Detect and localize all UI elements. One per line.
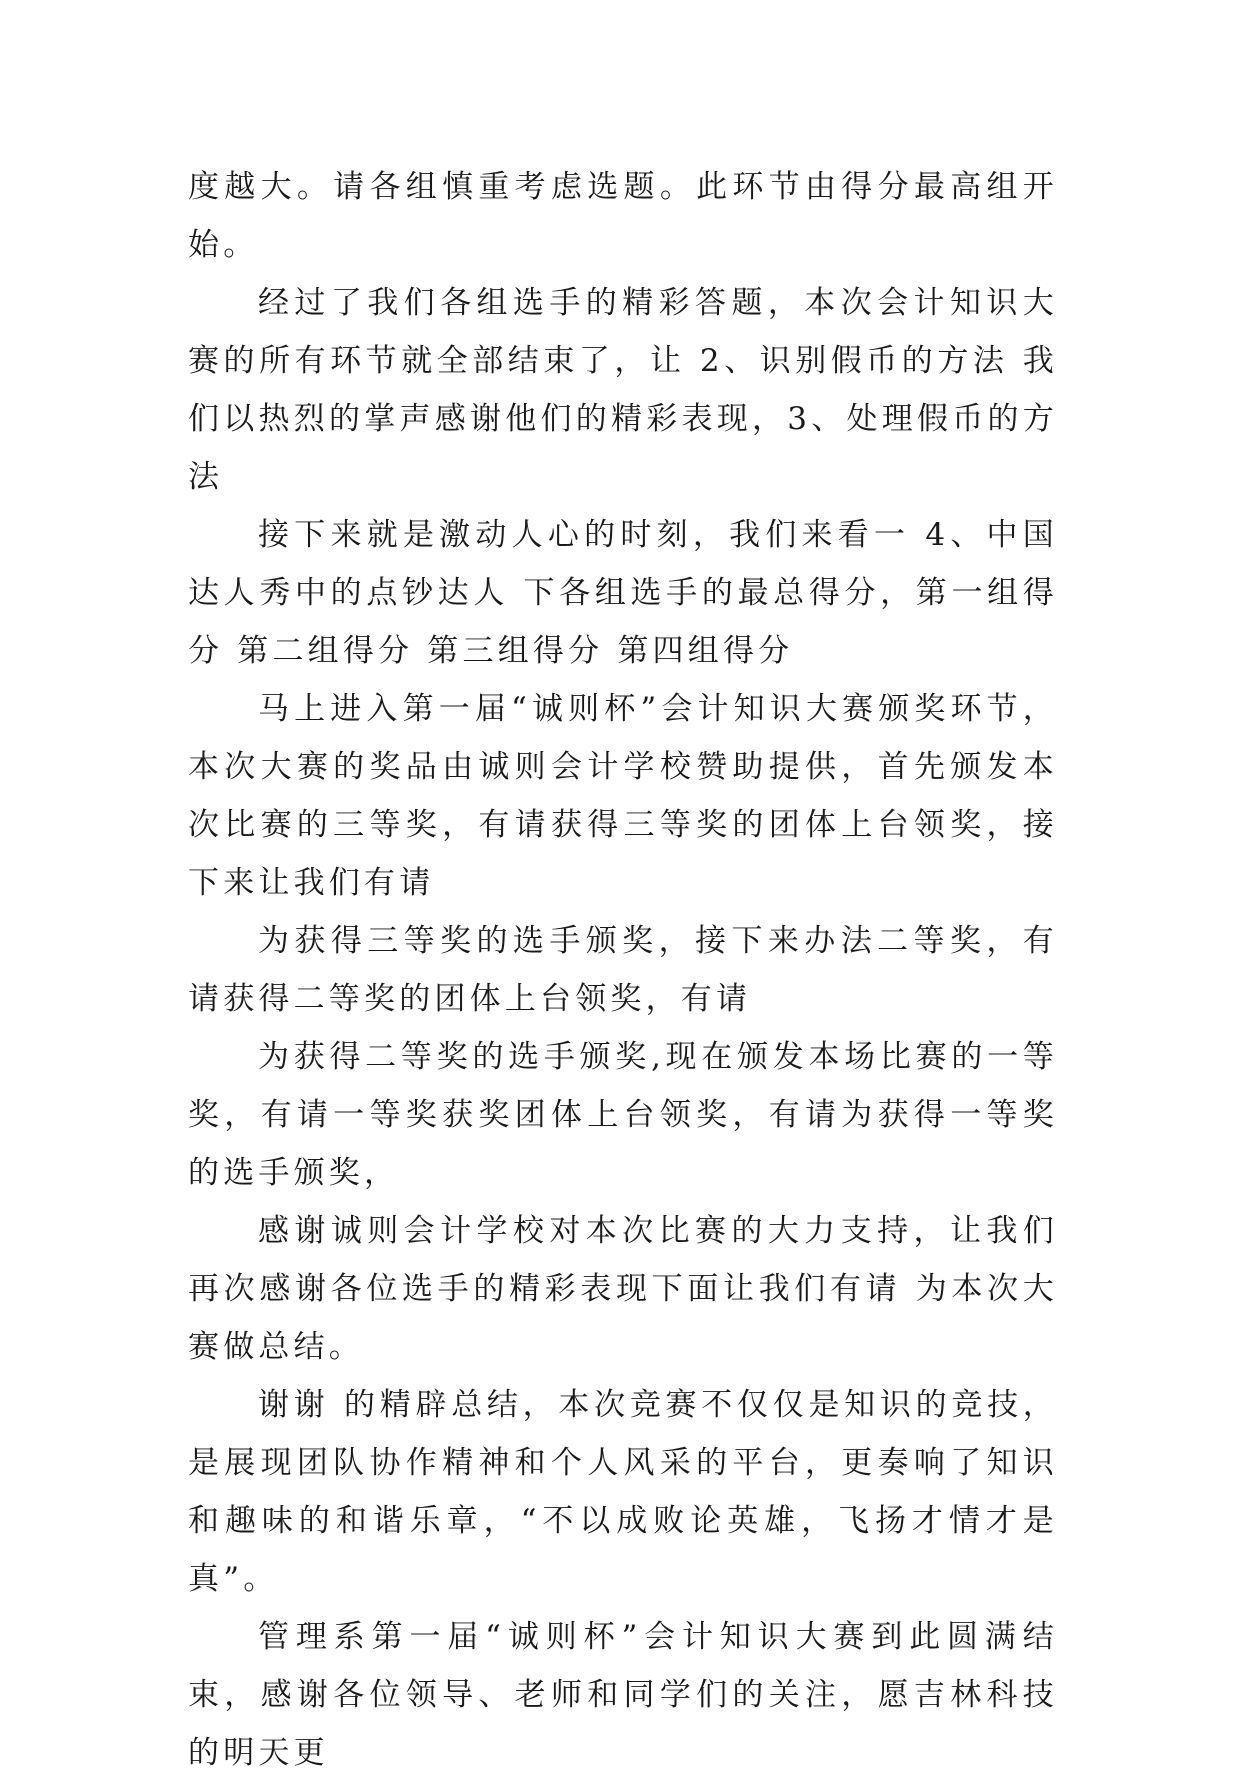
paragraph-1: 度越大。请各组慎重考虑选题。此环节由得分最高组开始。 — [188, 169, 1058, 263]
paragraph-7: 感谢诚则会计学校对本次比赛的大力支持，让我们再次感谢各位选手的精彩表现下面让我们有请 为本次大赛做总结。 — [188, 1213, 1058, 1365]
paragraph-3: 接下来就是激动人心的时刻，我们来看一 4、中国达人秀中的点钞达人 下各组选手的最总得分，第一组得分 第二组得分 第三组得分 第四组得分 — [188, 517, 1058, 669]
paragraph-5: 为获得三等奖的选手颁奖，接下来办法二等奖，有请获得二等奖的团体上台领奖，有请 — [188, 923, 1058, 1017]
paragraph-9: 管理系第一届“诚则杯”会计知识大赛到此圆满结束，感谢各位领导、老师和同学们的关注，愿吉林科技的明天更 — [188, 1619, 1058, 1771]
paragraph-2: 经过了我们各组选手的精彩答题，本次会计知识大赛的所有环节就全部结束了，让 2、识别假币的方法 我们以热烈的掌声感谢他们的精彩表现，3、处理假币的方法 — [188, 285, 1058, 495]
paragraph-8: 谢谢 的精辟总结，本次竞赛不仅仅是知识的竞技，是展现团队协作精神和个人风采的平台，更奏响了知识和趣味的和谐乐章，“不以成败论英雄，飞扬才情才是真”。 — [188, 1387, 1058, 1597]
document-page — [188, 158, 1058, 1782]
paragraph-6: 为获得二等奖的选手颁奖,现在颁发本场比赛的一等奖，有请一等奖获奖团体上台领奖，有请为获得一等奖的选手颁奖， — [188, 1039, 1058, 1191]
paragraph-4: 马上进入第一届“诚则杯”会计知识大赛颁奖环节，本次大赛的奖品由诚则会计学校赞助提供，首先颁发本次比赛的三等奖，有请获得三等奖的团体上台领奖，接下来让我们有请 — [188, 691, 1058, 901]
